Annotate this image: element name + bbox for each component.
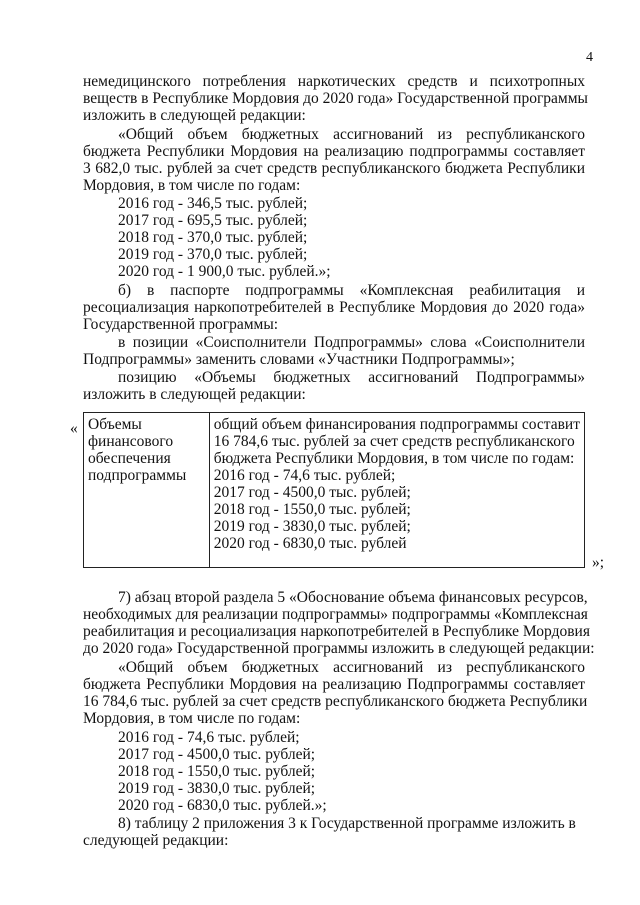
text-line: веществ в Республике Мордовия до 2020 года» Государственной программы	[83, 90, 588, 107]
year-line: 2018 год - 370,0 тыс. рублей;	[118, 229, 308, 246]
year-line: 2016 год - 74,6 тыс. рублей;	[118, 729, 300, 746]
text-line: в позиции «Соисполнители Подпрограммы» слова «Соисполнители	[118, 334, 585, 351]
text-line: Мордовия, в том числе по годам:	[83, 710, 301, 727]
text-line: следующей редакции:	[83, 832, 229, 849]
year-line: 2016 год - 346,5 тыс. рублей;	[118, 195, 308, 212]
table-cell-label	[84, 413, 210, 568]
year-line: 2020 год - 6830,0 тыс. рублей.»;	[118, 797, 327, 814]
text-line: «Общий объем бюджетных ассигнований из республиканского	[118, 659, 585, 676]
financing-table	[83, 412, 585, 568]
cell-text: обеспечения	[88, 450, 171, 467]
cell-text: общий объем финансирования подпрограммы составит	[213, 416, 580, 433]
cell-text: Объемы	[88, 416, 142, 433]
quote-open: «	[70, 420, 78, 437]
cell-text: 2017 год - 4500,0 тыс. рублей;	[213, 484, 411, 501]
text-line: немедицинского потребления наркотических средств и психотропных	[83, 73, 585, 90]
table-row	[84, 413, 585, 568]
quote-close: »;	[592, 554, 605, 571]
year-line: 2017 год - 695,5 тыс. рублей;	[118, 212, 308, 229]
text-line: 16 784,6 тыс. рублей за счет средств республиканского бюджета Республики	[83, 693, 588, 710]
text-line: бюджета Республики Мордовия на реализацию подпрограммы составляет	[83, 143, 585, 160]
table-cell-value	[209, 413, 584, 568]
year-line: 2017 год - 4500,0 тыс. рублей;	[118, 746, 316, 763]
cell-text: 2020 год - 6830,0 тыс. рублей	[213, 535, 407, 552]
year-line: 2020 год - 1 900,0 тыс. рублей.»;	[118, 263, 331, 280]
text-line: необходимых для реализации подпрограммы» подпрограммы «Комплексная	[83, 606, 588, 623]
text-line: 7) абзац второй раздела 5 «Обоснование объема финансовых ресурсов,	[118, 589, 588, 606]
text-line: 3 682,0 тыс. рублей за счет средств республиканского бюджета Республики	[83, 160, 585, 177]
year-line: 2018 год - 1550,0 тыс. рублей;	[118, 763, 316, 780]
cell-text: 16 784,6 тыс. рублей за счет средств республиканского	[213, 433, 575, 450]
cell-text: бюджета Республики Мордовия, в том числе по годам:	[213, 450, 575, 467]
text-line: б) в паспорте подпрограммы «Комплексная реабилитация и	[118, 282, 585, 299]
text-line: позицию «Объемы бюджетных ассигнований Подпрограммы»	[118, 369, 585, 386]
text-line: Мордовия, в том числе по годам:	[83, 177, 301, 194]
text-line: бюджета Республики Мордовия на реализацию Подпрограммы составляет	[83, 676, 585, 693]
text-line: Государственной программы:	[83, 316, 279, 333]
page-number: 4	[586, 50, 593, 65]
cell-text: 2018 год - 1550,0 тыс. рублей;	[213, 501, 411, 518]
cell-text: 2016 год - 74,6 тыс. рублей;	[213, 467, 396, 484]
cell-text: 2019 год - 3830,0 тыс. рублей;	[213, 518, 411, 535]
text-line: ресоциализация наркопотребителей в Республике Мордовия до 2020 года»	[83, 299, 585, 316]
year-line: 2019 год - 3830,0 тыс. рублей;	[118, 780, 316, 797]
text-line: до 2020 года» Государственной программы изложить в следующей редакции:	[83, 640, 595, 657]
text-line: «Общий объем бюджетных ассигнований из республиканского	[118, 126, 585, 143]
text-line: реабилитация и ресоциализация наркопотребителей в Республике Мордовия	[83, 623, 590, 640]
text-line: 8) таблицу 2 приложения 3 к Государственной программе изложить в	[118, 815, 576, 832]
cell-text: подпрограммы	[88, 467, 187, 484]
year-line: 2019 год - 370,0 тыс. рублей;	[118, 246, 308, 263]
text-line: Подпрограммы» заменить словами «Участники Подпрограммы»;	[83, 351, 515, 368]
text-line: изложить в следующей редакции:	[83, 107, 306, 124]
text-line: изложить в следующей редакции:	[83, 386, 306, 403]
cell-text: финансового	[88, 433, 174, 450]
